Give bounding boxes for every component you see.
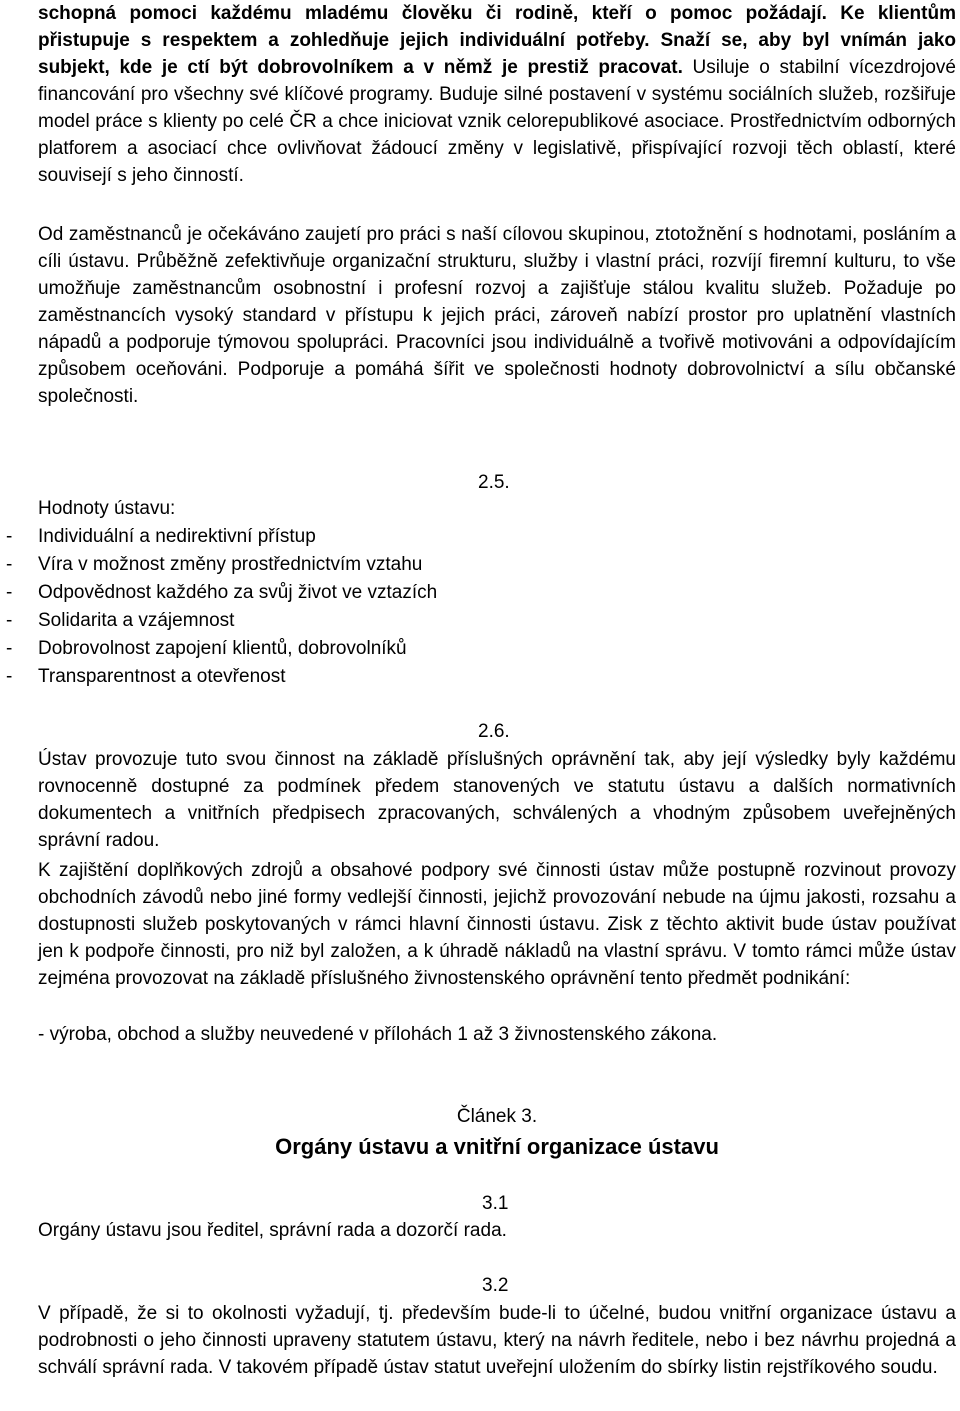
section-2-6-paragraph-1: Ústav provozuje tuto svou činnost na základě příslušných oprávnění tak, aby její výsledky byly každému rovnocenně dostupné za podmínek předem stanovených ve statutu ústavu a dalších normativních dokumentech a vnitřních předpisech zpracovaných, schválených a vhodným způsobem uveřejněných správní radou. bbox=[38, 749, 956, 851]
list-bullet: - bbox=[6, 554, 13, 575]
article-label: Článek 3. bbox=[456, 1106, 538, 1127]
intro-paragraph-2: Od zaměstnanců je očekáváno zaujetí pro práci s naší cílovou skupinou, ztotožnění s hodnotami, posláním a cíli ústavu. Průběžně zefektivňuje organizační strukturu, služby i vlastní práci, rozvíjí firemní kulturu, to vše umožňuje zaměstnancům osobnostní i profesní rozvoj a zajišťuje stálou kvalitu služeb. Požaduje po zaměstnancích vysoký standard v přístupu k jejich práci, zároveň nabízí prostor pro uplatnění vlastních nápadů a podporuje týmovou spolupráci. Pracovníci jsou individuálně a tvořivě motivováni a odpovídajícím způsobem oceňováni. Podporuje a pomáhá šířit ve společnosti hodnoty dobrovolnictví a sílu občanské společnosti. bbox=[38, 224, 956, 407]
list-item bbox=[6, 579, 638, 607]
list-item bbox=[6, 663, 638, 691]
article-title: Orgány ústavu a vnitřní organizace ústavu bbox=[275, 1134, 719, 1159]
list-bullet: - bbox=[6, 666, 13, 687]
intro-regular-text: Usiluje o stabilní vícezdrojové financování pro všechny své klíčové programy. Buduje silné postavení v systému sociálních služeb, rozšiřuje model práce s klienty po celé ČR a chce iniciovat vznik celorepublikové asociace. Prostřednictvím odborných platforem a asociací chce ovlivňovat žádoucí změny v legislativě, přispívající rozvoji těch oblastí, které souvisejí s jeho činností. bbox=[38, 57, 956, 186]
intro-bold-text: schopná pomoci každému mladému člověku či rodině, kteří o pomoc požádají. Ke klientům přistupuje s respektem a zohledňuje jejich individuální potřeby. Snaží se, aby byl vnímán jako subjekt, kde je ctí být dobrovolníkem a v němž je prestiž pracovat. bbox=[38, 3, 956, 78]
section-3-1-text: Orgány ústavu jsou ředitel, správní rada a dozorčí rada. bbox=[38, 1220, 507, 1241]
section-3-2-text: V případě, že si to okolnosti vyžadují, tj. především bude-li to účelné, budou vnitřní organizace ústavu a podrobnosti o jeho činnosti upraveny statutem ústavu, který na návrh ředitele, nebo i bez návrhu projedná a schválí správní rada. V takovém případě ústav statut uveřejní uložením do sbírky listin rejstříkového soudu. bbox=[38, 1303, 956, 1378]
list-item bbox=[6, 607, 638, 635]
list-item bbox=[6, 551, 638, 579]
list-item-text: Odpovědnost každého za svůj život ve vztazích bbox=[38, 582, 438, 603]
section-2-6-number: 2.6. bbox=[478, 721, 510, 742]
section-2-5-number: 2.5. bbox=[478, 472, 510, 493]
section-2-6-paragraph-2: K zajištění doplňkových zdrojů a obsahové podpory své činnosti ústav může postupně rozvinout provozy obchodních závodů nebo jiné formy vedlejší činnosti, jejichž provozování nebude na újmu jakosti, rozsahu a dostupnosti služeb poskytovaných v rámci hlavní činnosti ústavu. Zisk z těchto aktivit bude ústav používat jen k podpoře činnosti, pro niž byl založen, a k úhradě nákladů na vlastní správu. V tomto rámci může ústav zejména provozovat na základě příslušného živnostenského oprávnění tento předmět podnikání: bbox=[38, 860, 956, 989]
list-item-text: Solidarita a vzájemnost bbox=[38, 610, 235, 631]
list-item bbox=[6, 635, 638, 663]
list-bullet: - bbox=[6, 638, 13, 659]
list-bullet: - bbox=[6, 526, 13, 547]
values-list bbox=[6, 523, 638, 691]
list-bullet: - bbox=[6, 610, 13, 631]
list-item-text: Individuální a nedirektivní přístup bbox=[38, 526, 316, 547]
list-item-text: Transparentnost a otevřenost bbox=[38, 666, 286, 687]
section-2-6-paragraph-3: - výroba, obchod a služby neuvedené v přílohách 1 až 3 živnostenského zákona. bbox=[38, 1024, 718, 1045]
section-3-1-number: 3.1 bbox=[482, 1193, 509, 1214]
list-item bbox=[6, 523, 638, 551]
list-item-text: Dobrovolnost zapojení klientů, dobrovolníků bbox=[38, 638, 407, 659]
intro-paragraph-1 bbox=[38, 0, 956, 189]
values-heading: Hodnoty ústavu: bbox=[38, 498, 176, 519]
section-3-2-number: 3.2 bbox=[482, 1275, 509, 1296]
list-bullet: - bbox=[6, 582, 13, 603]
list-item-text: Víra v možnost změny prostřednictvím vztahu bbox=[38, 554, 423, 575]
